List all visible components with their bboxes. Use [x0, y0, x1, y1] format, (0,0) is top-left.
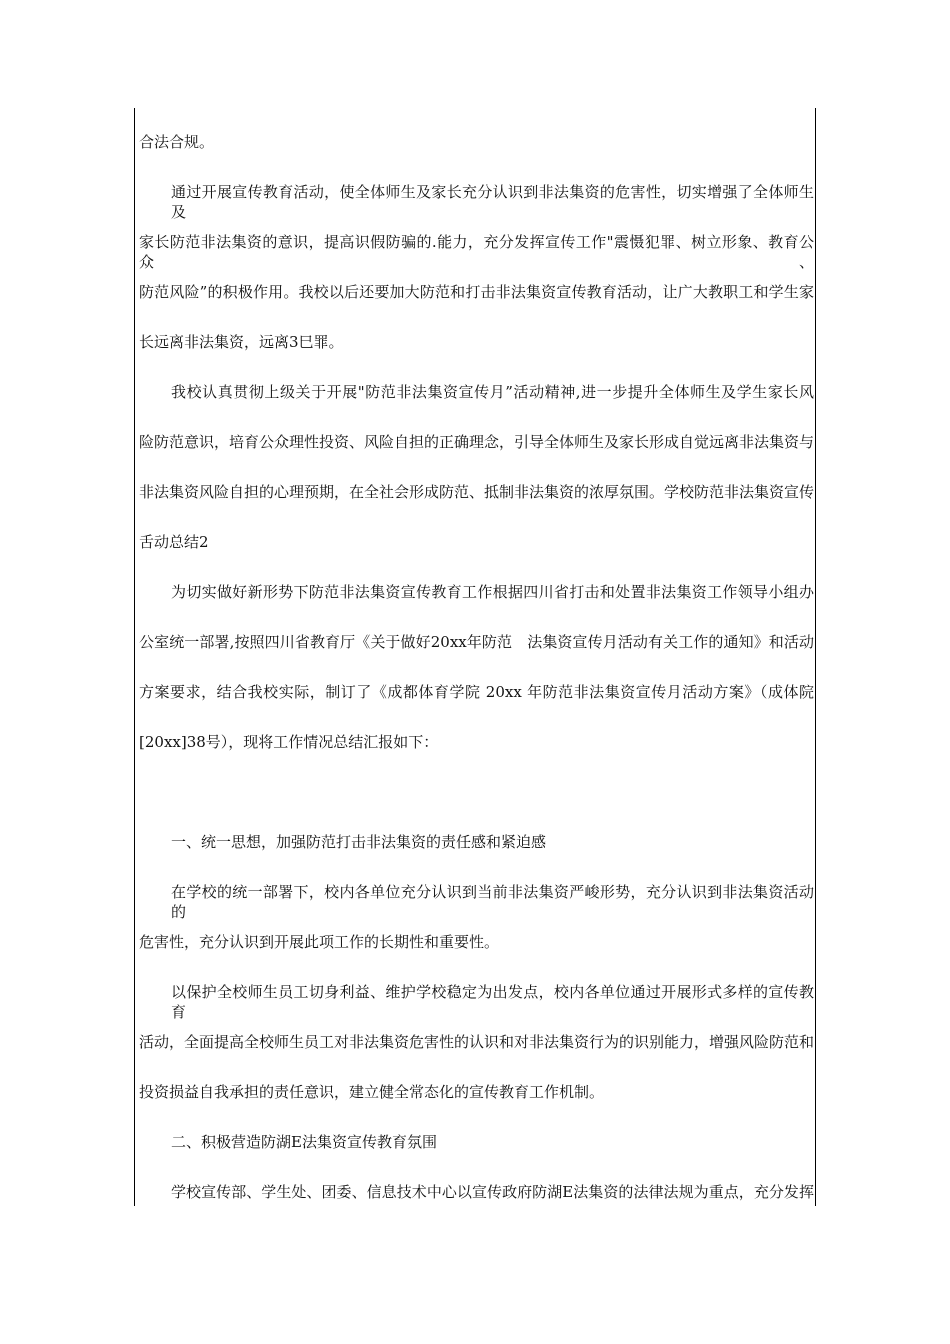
text-line-2: 通过开展宣传教育活动，使全体师生及家长充分认识到非法集资的危害性，切实增强了全体师生及 [171, 183, 814, 221]
section-heading-1: 一、统一思想，加强防范打击非法集资的责任感和紧迫感 [171, 833, 547, 851]
text-line-4: 防范风险”的积极作用。我校以后还要加大防范和打击非法集资宣传教育活动，让广大教职工和学生家 [139, 283, 814, 301]
text-line-15: 在学校的统一部署下，校内各单位充分认识到当前非法集资严峻形势，充分认识到非法集资活动的 [171, 883, 814, 921]
text-line-3: 家长防范非法集资的意识，提高识假防骗的.能力，充分发挥宣传工作"震慑犯罪、树立形象、教育公众、 [139, 233, 814, 271]
section-heading-2: 二、积极营造防湖E法集资宣传教育氛围 [171, 1133, 437, 1151]
text-line-12: 方案要求，结合我校实际，制订了《成都体育学院 20xx 年防范非法集资宣传月活动方案》（成体院 [139, 683, 814, 701]
text-line-10: 为切实做好新形势下防范非法集资宣传教育工作根据四川省打击和处置非法集资工作领导小组办 [171, 583, 814, 601]
text-line-18: 活动，全面提高全校师生员工对非法集资危害性的认识和对非法集资行为的识别能力，增强风险防范和 [139, 1033, 815, 1051]
text-line-9: 舌动总结2 [139, 533, 209, 551]
text-line-16: 危害性，充分认识到开展此项工作的长期性和重要性。 [139, 933, 500, 951]
text-line-8: 非法集资风险自担的心理预期，在全社会形成防范、抵制非法集资的浓厚氛围。学校防范非法集资宣传 [139, 483, 815, 501]
text-line-17: 以保护全校师生员工切身利益、维护学校稳定为出发点，校内各单位通过开展形式多样的宣传教育 [171, 983, 814, 1021]
text-line-5: 长远离非法集资，远离3巳罪。 [139, 333, 344, 351]
text-line-7: 险防范意识，培育公众理性投资、风险自担的正确理念，引导全体师生及家长形成自觉远离非法集资与 [139, 433, 815, 451]
text-line-21: 学校宣传部、学生处、团委、信息技术中心以宣传政府防湖E法集资的法律法规为重点，充分发挥 [171, 1183, 814, 1201]
text-line-19: 投资损益自我承担的责任意识，建立健全常态化的宣传教育工作机制。 [139, 1083, 605, 1101]
text-line-1: 合法合规。 [139, 133, 215, 151]
text-line-6: 我校认真贯彻上级关于开展"防范非法集资宣传月”活动精神,进一步提升全体师生及学生家长风 [171, 383, 814, 401]
text-line-13: [20xx]38号），现将工作情况总结汇报如下： [139, 733, 439, 751]
text-line-11: 公室统一部署,按照四川省教育厅《关于做好20xx年防范 法集资宣传月活动有关工作的通知》和活动 [139, 633, 814, 651]
